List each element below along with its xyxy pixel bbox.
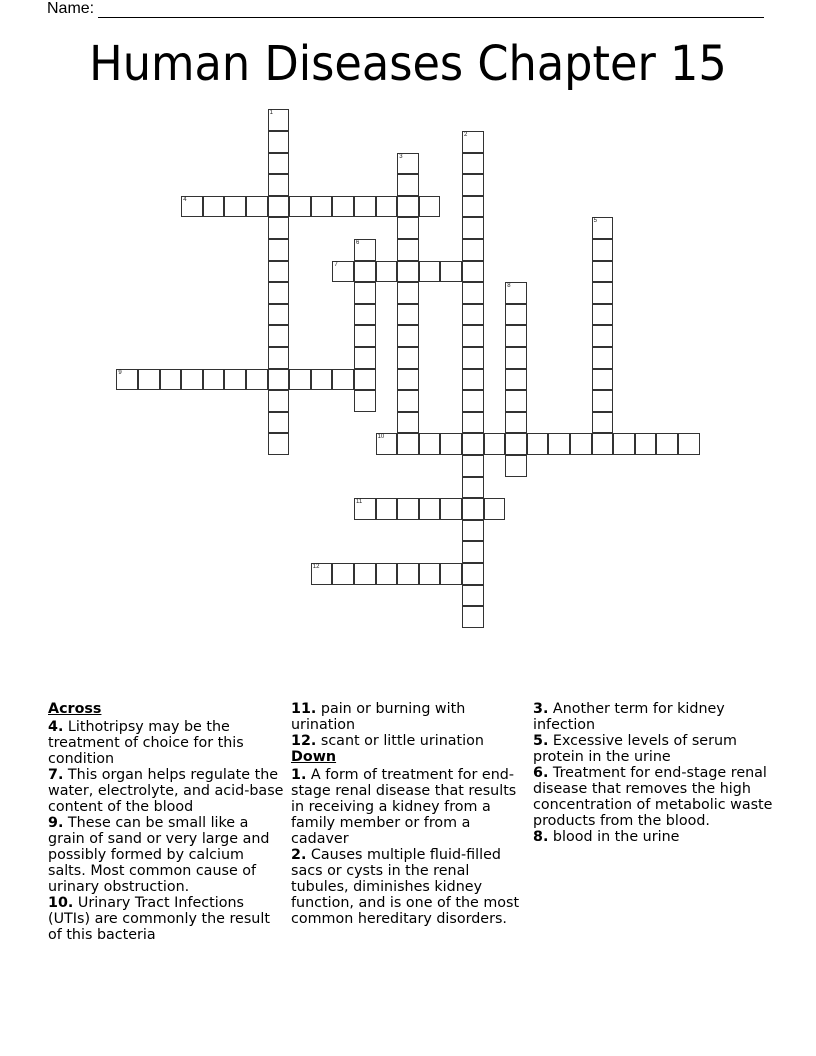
crossword-cell[interactable] [376,498,398,520]
crossword-cell[interactable] [268,390,290,412]
crossword-cell[interactable] [462,412,484,434]
crossword-cell[interactable] [397,390,419,412]
crossword-cell[interactable] [203,196,225,218]
crossword-cell[interactable] [268,131,290,153]
crossword-cell[interactable] [462,217,484,239]
crossword-cell[interactable] [462,239,484,261]
crossword-cell[interactable] [462,541,484,563]
clue-down-5: 5. Excessive levels of serum protein in the urine [533,733,737,765]
crossword-cell[interactable] [397,498,419,520]
crossword-cell[interactable] [592,347,614,369]
clue-number: 4 [183,196,187,203]
clue-number: 11 [356,499,363,506]
crossword-cell[interactable] [376,433,398,455]
crossword-cell[interactable] [462,433,484,455]
crossword-cell[interactable] [397,196,419,218]
crossword-cell[interactable] [505,390,527,412]
crossword-cell[interactable] [505,325,527,347]
page-title: Human Diseases Chapter 15 [89,36,727,92]
crossword-cell[interactable] [462,477,484,499]
crossword-cell[interactable] [224,369,246,391]
crossword-cell[interactable] [376,196,398,218]
crossword-cell[interactable] [656,433,678,455]
crossword-cell[interactable] [462,520,484,542]
crossword-cell[interactable] [419,261,441,283]
crossword-cell[interactable] [268,433,290,455]
crossword-cell[interactable] [440,563,462,585]
clue-down-2: 2. Causes multiple fluid-filled sacs or cysts in the renal tubules, diminishes kidney function, and is one of the most common hereditary disorders. [291,847,520,927]
crossword-cell[interactable] [505,304,527,326]
crossword-cell[interactable] [397,325,419,347]
crossword-cell[interactable] [311,369,333,391]
crossword-cell[interactable] [289,369,311,391]
clue-number: 10 [377,434,385,441]
crossword-cell[interactable] [268,412,290,434]
crossword-cell[interactable] [462,261,484,283]
crossword-cell[interactable] [592,325,614,347]
clue-across-11: 11. pain or burning with urination [291,701,466,733]
crossword-cell[interactable] [635,433,657,455]
crossword-cell[interactable] [505,369,527,391]
crossword-cell[interactable] [397,282,419,304]
clue-down-6: 6. Treatment for end-stage renal disease that removes the high concentration of metabolic waste products from the blood. [533,765,773,829]
crossword-cell[interactable] [332,369,354,391]
crossword-cell[interactable] [397,304,419,326]
crossword-cell[interactable] [397,369,419,391]
crossword-cell[interactable] [354,347,376,369]
crossword-cell[interactable] [505,455,527,477]
crossword-cell[interactable] [527,433,549,455]
crossword-cell[interactable] [268,109,290,131]
crossword-cell[interactable] [505,433,527,455]
crossword-cell[interactable] [397,433,419,455]
clue-number: 8 [507,283,511,290]
crossword-cell[interactable] [224,196,246,218]
crossword-cell[interactable] [268,217,290,239]
crossword-cell[interactable] [440,261,462,283]
crossword-cell[interactable] [419,196,441,218]
crossword-cell[interactable] [268,239,290,261]
crossword-cell[interactable] [678,433,700,455]
crossword-cell[interactable] [397,261,419,283]
crossword-cell[interactable] [592,412,614,434]
crossword-cell[interactable] [462,455,484,477]
clue-down-8: 8. blood in the urine [533,829,680,845]
clue-down-1: 1. A form of treatment for end-stage renal disease that results in receiving a kidney from a family member or from a cadaver [291,767,517,847]
crossword-cell[interactable] [592,239,614,261]
name-label: Name: [47,0,95,17]
crossword-cell[interactable] [354,325,376,347]
crossword-cell[interactable] [484,498,506,520]
clue-across-12: 12. scant or little urination [291,733,484,749]
clues-column-3 [533,701,773,845]
across-heading: Across [48,701,102,717]
crossword-cell[interactable] [592,304,614,326]
crossword-cell[interactable] [376,563,398,585]
crossword-cell[interactable] [484,433,506,455]
crossword-cell[interactable] [246,369,268,391]
clues-column-1 [48,701,284,943]
clue-number: 1 [269,110,273,117]
crossword-cell[interactable] [138,369,160,391]
crossword-cell[interactable] [376,261,398,283]
crossword-cell[interactable] [354,498,376,520]
crossword-cell[interactable] [354,563,376,585]
crossword-cell[interactable] [613,433,635,455]
crossword-cell[interactable] [592,369,614,391]
crossword-cell[interactable] [268,347,290,369]
clue-across-4: 4. Lithotripsy may be the treatment of choice for this condition [48,719,244,767]
crossword-cell[interactable] [354,282,376,304]
crossword-cell[interactable] [332,196,354,218]
crossword-cell[interactable] [268,196,290,218]
crossword-cell[interactable] [397,239,419,261]
crossword-cell[interactable] [592,433,614,455]
crossword-cell[interactable] [462,325,484,347]
crossword-cell[interactable] [332,563,354,585]
clue-across-9: 9. These can be small like a grain of sand or very large and possibly formed by calcium salts. Most common cause of urinary obstruction. [48,815,270,895]
crossword-cell[interactable] [505,282,527,304]
crossword-cell[interactable] [181,196,203,218]
crossword-cell[interactable] [268,153,290,175]
crossword-cell[interactable] [419,563,441,585]
crossword-cell[interactable] [592,261,614,283]
crossword-cell[interactable] [116,369,138,391]
crossword-cell[interactable] [268,174,290,196]
crossword-cell[interactable] [462,347,484,369]
crossword-cell[interactable] [397,412,419,434]
crossword-cell[interactable] [462,304,484,326]
crossword-cell[interactable] [160,369,182,391]
crossword-cell[interactable] [397,347,419,369]
crossword-cell[interactable] [462,585,484,607]
crossword-cell[interactable] [419,433,441,455]
clue-across-7: 7. This organ helps regulate the water, electrolyte, and acid-base content of the blood [48,767,284,815]
crossword-cell[interactable] [462,369,484,391]
crossword-cell[interactable] [354,261,376,283]
crossword-cell[interactable] [246,196,268,218]
clue-number: 5 [593,218,597,225]
crossword-cell[interactable] [268,325,290,347]
crossword-cell[interactable] [440,498,462,520]
clue-number: 7 [334,261,338,268]
crossword-cell[interactable] [462,196,484,218]
clue-number: 2 [464,132,468,138]
crossword-cell[interactable] [440,433,462,455]
crossword-cell[interactable] [592,390,614,412]
crossword-cell[interactable] [268,261,290,283]
crossword-cell[interactable] [268,369,290,391]
crossword-cell[interactable] [462,153,484,175]
crossword-cell[interactable] [397,217,419,239]
crossword-cell[interactable] [592,217,614,239]
crossword-cell[interactable] [181,369,203,391]
crossword-cell[interactable] [397,563,419,585]
crossword-cell[interactable] [462,174,484,196]
crossword-cell[interactable] [505,412,527,434]
crossword-cell[interactable] [397,174,419,196]
clue-number: 12 [312,564,320,570]
crossword-cell[interactable] [332,261,354,283]
clue-number: 3 [399,153,403,160]
crossword-cell[interactable] [462,131,484,153]
crossword-cell[interactable] [462,390,484,412]
crossword-cell[interactable] [268,304,290,326]
crossword-cell[interactable] [203,369,225,391]
crossword-cell[interactable] [354,390,376,412]
crossword-cell[interactable] [592,282,614,304]
crossword-cell[interactable] [462,563,484,585]
crossword-cell[interactable] [354,239,376,261]
crossword-cell[interactable] [462,606,484,628]
crossword-cell[interactable] [548,433,570,455]
crossword-cell[interactable] [462,282,484,304]
crossword-cell[interactable] [505,347,527,369]
crossword-cell[interactable] [462,498,484,520]
crossword-cell[interactable] [311,196,333,218]
crossword-cell[interactable] [354,196,376,218]
clue-number: 9 [118,369,122,376]
crossword-cell[interactable] [397,153,419,175]
clue-number: 6 [356,240,360,246]
crossword-cell[interactable] [354,304,376,326]
clues-column-2 [291,701,527,927]
crossword-cell[interactable] [289,196,311,218]
crossword-cell[interactable] [570,433,592,455]
crossword-cell[interactable] [354,369,376,391]
clue-across-10: 10. Urinary Tract Infections (UTIs) are commonly the result of this bacteria [48,895,270,943]
crossword-cell[interactable] [419,498,441,520]
down-heading: Down [291,749,337,765]
clue-down-3: 3. Another term for kidney infection [533,701,725,733]
crossword-cell[interactable] [311,563,333,585]
crossword-cell[interactable] [268,282,290,304]
